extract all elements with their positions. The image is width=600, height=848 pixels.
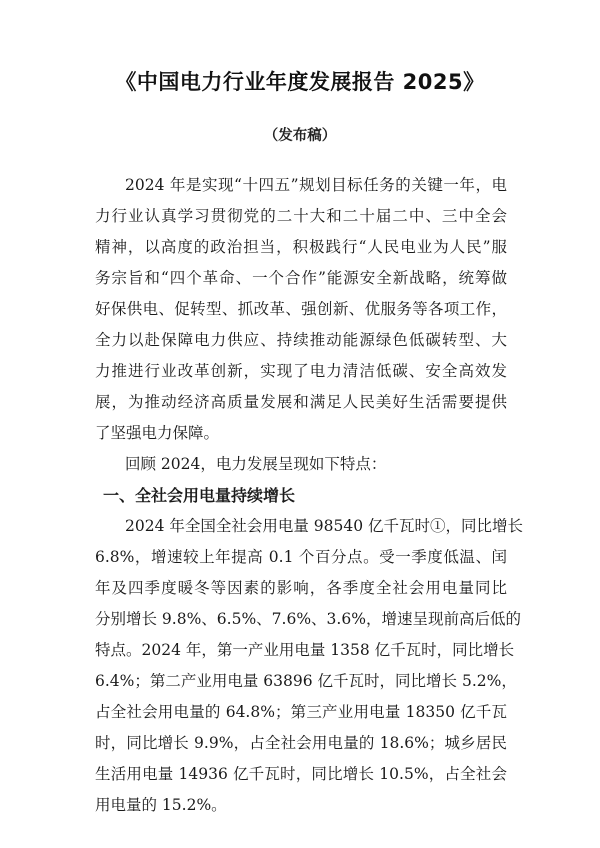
paragraph-line: 6.4%；第二产业用电量 63896 亿千瓦时，同比增长 5.2%，: [95, 672, 517, 690]
paragraph-line: 年及四季度暖冬等因素的影响，各季度全社会用电量同比: [95, 579, 507, 597]
intro-paragraph: [95, 170, 507, 449]
paragraph-line: 务宗旨和“四个革命、一个合作”能源安全新战略，统筹做: [95, 269, 507, 287]
paragraph-line: 分别增长 9.8%、6.5%、7.6%、3.6%，增速呈现前高后低的: [95, 610, 521, 628]
paragraph-line: 生活用电量 14936 亿千瓦时，同比增长 10.5%，占全社会: [95, 765, 507, 783]
report-subtitle: （发布稿）: [263, 127, 337, 144]
section-heading: 一、全社会用电量持续增长: [103, 486, 296, 505]
paragraph-line: 精神，以高度的政治担当，积极践行“人民电业为人民”服: [95, 238, 507, 256]
paragraph-line: 用电量的 15.2%。: [95, 796, 227, 814]
paragraph-line: 占全社会用电量的 64.8%；第三产业用电量 18350 亿千瓦: [95, 703, 507, 721]
review-paragraph: 回顾 2024，电力发展呈现如下特点：: [125, 455, 387, 473]
paragraph-line: 2024 年是实现“十四五”规划目标任务的关键一年，电: [125, 176, 507, 194]
paragraph-line: 力推进行业改革创新，实现了电力清洁低碳、安全高效发: [95, 362, 507, 380]
paragraph-line: 2024 年全国全社会用电量 98540 亿千瓦时①，同比增长: [125, 517, 524, 535]
paragraph-line: 好保供电、促转型、抓改革、强创新、优服务等各项工作，: [95, 300, 507, 318]
paragraph-line: 全力以赴保障电力供应、持续推动能源绿色低碳转型、大: [95, 331, 507, 349]
paragraph-line: 特点。2024 年，第一产业用电量 1358 亿千瓦时，同比增长: [95, 641, 515, 659]
paragraph-line: 力行业认真学习贯彻党的二十大和二十届二中、三中全会: [95, 207, 507, 225]
paragraph-line: 展，为推动经济高质量发展和满足人民美好生活需要提供: [95, 393, 507, 411]
section-1-paragraph: [95, 511, 524, 821]
report-title: 《中国电力行业年度发展报告 2025》: [115, 70, 485, 94]
document-body: [95, 170, 524, 821]
paragraph-line: 6.8%，增速较上年提高 0.1 个百分点。受一季度低温、闰: [95, 548, 507, 566]
paragraph-line: 时，同比增长 9.9%，占全社会用电量的 18.6%；城乡居民: [95, 734, 507, 752]
paragraph-line: 了坚强电力保障。: [95, 424, 220, 442]
